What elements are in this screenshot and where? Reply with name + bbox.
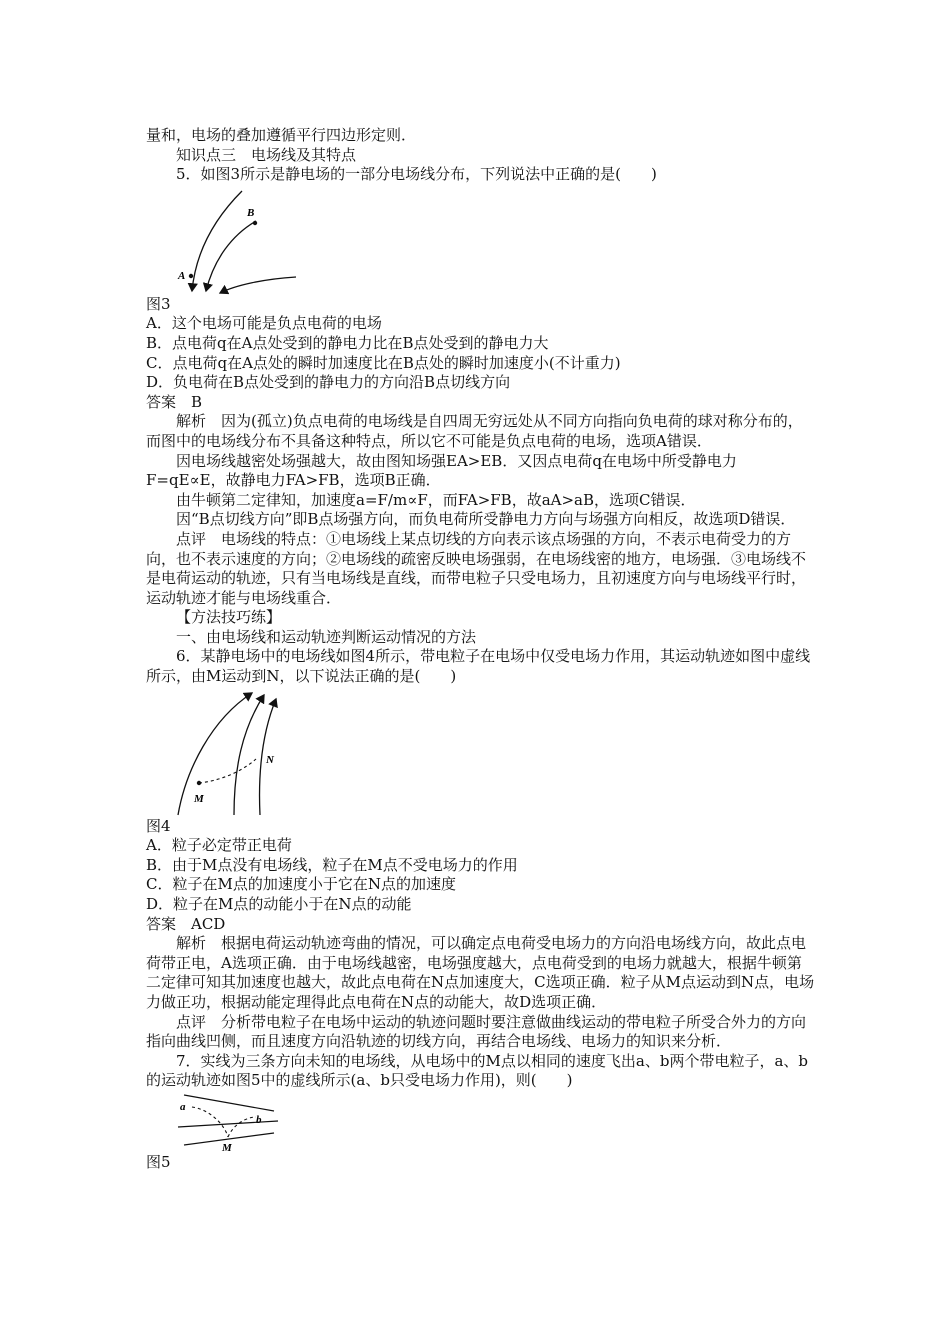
question-7: 7．实线为三条方向未知的电场线，从电场中的M点以相同的速度飞出a、b两个带电粒子，a、b的运动轨迹如图5中的虚线所示(a、b只受电场力作用)，则( )	[146, 1051, 808, 1090]
figure-4	[174, 689, 289, 817]
point-m	[197, 780, 201, 784]
section-subheading: 一、由电场线和运动轨迹判断运动情况的方法	[176, 627, 477, 646]
explanation: 由牛顿第二定律知，加速度a=F/m∝F，而FA>FB，故aA>aB，选项C错误．	[176, 490, 696, 509]
answer: 答案 B	[146, 392, 203, 411]
figure-caption: 图4	[146, 816, 171, 835]
text-line: 量和，电场的叠加遵循平行四边形定则．	[146, 126, 417, 144]
label-b: b	[256, 1113, 262, 1126]
figure-caption: 图5	[146, 1152, 171, 1171]
trajectory	[228, 1117, 256, 1137]
figure-3	[174, 187, 309, 295]
trajectory	[192, 1107, 228, 1137]
point-b	[253, 221, 257, 225]
section-heading: 【方法技巧练】	[176, 608, 282, 627]
review: 点评 分析带电粒子在电场中运动的轨迹问题时要注意做曲线运动的带电粒子所受合外力的方向指向曲线凹侧，而且速度方向沿轨迹的切线方向，再结合电场线、电场力的知识来分析．	[146, 1012, 807, 1051]
option-d: D．粒子在M点的动能小于在N点的动能	[146, 895, 412, 914]
label-n: N	[266, 753, 274, 766]
label-a: a	[180, 1100, 186, 1113]
explanation: 因“B点切线方向”即B点场强方向，而负电荷所受静电力方向与场强方向相反，故选项D错误．	[176, 510, 796, 529]
question-6: 6．某静电场中的电场线如图4所示，带电粒子在电场中仅受电场力作用，其运动轨迹如图中虚线所示，由M运动到N，以下说法正确的是( )	[146, 647, 811, 686]
label-a: A	[178, 269, 186, 282]
explanation: 解析 根据电荷运动轨迹弯曲的情况，可以确定点电荷受电场力的方向沿电场线方向，故此点电荷带正电，A选项正确．由于电场线越密，电场强度越大，点电荷受到的电场力就越大，根据牛顿第二定律可知其加速度也越大，故此点电荷在N点加速度大，C选项正确．粒子从M点运动到N点，电场力做正功，根据动能定理得此点电荷在N点的动能大，故D选项正确．	[146, 934, 815, 1011]
explanation: 因电场线越密处场强越大，故由图知场强EA>EB．又因点电荷q在电场中所受静电力F=qE∝E，故静电力FA>FB，选项B正确．	[146, 451, 737, 490]
option-d: D．负电荷在B点处受到的静电力的方向沿B点切线方向	[146, 373, 511, 392]
option-b: B．点电荷q在A点处受到的静电力比在B点处受到的静电力大	[146, 333, 549, 352]
field-line	[178, 693, 252, 815]
point-a	[189, 274, 193, 278]
trajectory	[199, 759, 256, 783]
section-heading: 知识点三 电场线及其特点	[176, 145, 357, 164]
question-5: 5．如图3所示是静电场的一部分电场线分布，下列说法中正确的是( )	[176, 165, 657, 184]
label-b: B	[247, 206, 255, 219]
field-line	[184, 1095, 274, 1111]
field-line	[206, 221, 256, 291]
option-a: A．这个电场可能是负点电荷的电场	[146, 314, 382, 333]
option-b: B．由于M点没有电场线，粒子在M点不受电场力的作用	[146, 855, 518, 874]
figure-caption: 图3	[146, 294, 171, 313]
field-line	[178, 1121, 278, 1127]
label-m: M	[222, 1141, 232, 1153]
explanation: 解析 因为(孤立)负点电荷的电场线是自四周无穷远处从不同方向指向负电荷的球对称分布的，而图中的电场线分布不具备这种特点，所以它不可能是负点电荷的电场，选项A错误．	[146, 412, 803, 450]
label-m: M	[194, 792, 204, 805]
answer: 答案 ACD	[146, 914, 226, 933]
option-c: C．点电荷q在A点处的瞬时加速度比在B点处的瞬时加速度小(不计重力)	[146, 353, 621, 372]
figure-5	[174, 1093, 284, 1153]
document-body	[146, 126, 816, 1173]
option-c: C．粒子在M点的加速度小于它在N点的加速度	[146, 875, 456, 894]
option-a: A．粒子必定带正电荷	[146, 836, 292, 855]
field-line	[192, 191, 242, 291]
review: 点评 电场线的特点：①电场线上某点切线的方向表示该点场强的方向，不表示电荷受力的方向，也不表示速度的方向；②电场线的疏密反映电场强弱，在电场线密的地方，电场强．③电场线不是电荷运动的轨迹，只有当电场线是直线，而带电粒子只受电场力，且初速度方向与电场线平行时，运动轨迹才能与电场线重合．	[146, 529, 807, 607]
field-line	[220, 277, 296, 293]
